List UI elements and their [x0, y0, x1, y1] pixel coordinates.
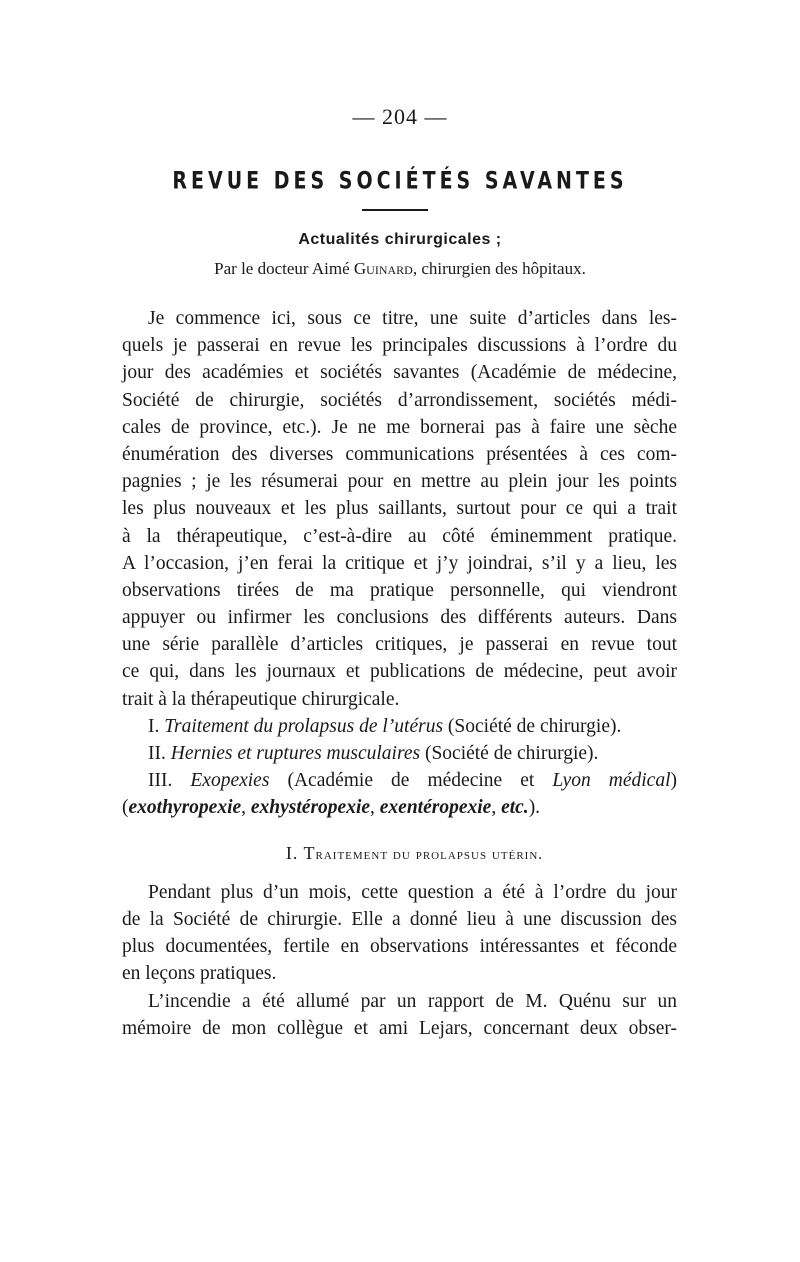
body-line: Pendant plus d’un mois, cette question a été à l’ordre du jour	[148, 881, 677, 903]
subheading	[122, 840, 677, 867]
list-item-3	[122, 767, 677, 794]
body-line: plus documentées, fertile en observations intéressantes et féconde	[122, 936, 677, 958]
subitem-etc: etc.	[501, 797, 529, 819]
body-line: ce qui, dans les journaux et publications de médecine, peut avoir	[122, 661, 677, 683]
list-item-number: II.	[148, 743, 171, 764]
body-line: trait à la thérapeutique chirurgicale.	[122, 688, 400, 710]
page-number: — 204 —	[352, 104, 448, 129]
body-line: A l’occasion, j’en ferai la critique et j’y joindrai, s’il y a lieu, les	[122, 552, 677, 574]
paren-open: (	[122, 797, 129, 819]
list-item-source-close: )	[670, 770, 677, 792]
article-body	[122, 305, 677, 1042]
body-line: jour des académies et sociétés savantes (Académie de médecine,	[122, 362, 677, 384]
list-item-title: Hernies et ruptures musculaires	[170, 743, 421, 764]
list-item-source-journal: Lyon médical	[552, 770, 671, 792]
list-item-number: I.	[148, 715, 165, 737]
byline-prefix: Par le docteur Aimé	[214, 259, 354, 278]
list-item-2	[122, 740, 677, 767]
section-title: REVUE DES SOCIÉTÉS SAVANTES	[172, 167, 628, 195]
article-title: Actualités chirurgicales ;	[298, 231, 502, 248]
body-line: appuyer ou infirmer les conclusions des différents auteurs. Dans	[122, 607, 677, 629]
body-line: Je commence ici, sous ce titre, une suite d’articles dans les-	[148, 308, 677, 329]
byline	[0, 259, 800, 279]
list-item-number: III.	[148, 770, 191, 792]
body-line: énumération des diverses communications présentées à ces com-	[122, 443, 677, 465]
body-line: pagnies ; je les résumerai pour en mettre au plein jour les points	[122, 471, 677, 493]
subheading-text: raitement du prolapsus utérin.	[315, 845, 544, 863]
body-line: à la thérapeutique, c’est-à-dire au côté éminemment pratique.	[122, 525, 677, 547]
body-line: cales de province, etc.). Je ne me bornerai pas à faire une sèche	[122, 416, 677, 438]
body-line: L’incendie a été allumé par un rapport de M. Quénu sur un	[148, 990, 677, 1012]
separator: ,	[241, 797, 251, 819]
list-item-title: Traitement du prolapsus de l’utérus	[164, 715, 444, 737]
body-line: en leçons pratiques.	[122, 963, 277, 985]
byline-author: Guinard	[353, 259, 413, 278]
separator: ,	[491, 797, 502, 819]
body-line: Société de chirurgie, sociétés d’arrondissement, sociétés médi-	[122, 389, 677, 411]
separator: ,	[370, 797, 380, 819]
list-item-source: (Académie de médecine et	[269, 770, 553, 792]
subitem-exenteropexie: exentéropexie	[379, 797, 492, 819]
subheading-initial: T	[303, 842, 316, 863]
title-rule	[362, 209, 428, 211]
byline-suffix: , chirurgien des hôpitaux.	[412, 259, 586, 278]
list-item-title: Exopexies	[190, 770, 270, 792]
body-line: une série parallèle d’articles critiques, je passerai en revue tout	[122, 634, 677, 656]
subheading-number: I.	[285, 842, 304, 863]
paren-close: ).	[528, 797, 541, 819]
subitem-exhysteropexie: exhystéropexie	[250, 797, 371, 819]
list-item-source: (Société de chirurgie).	[420, 743, 599, 764]
list-item-1	[122, 713, 677, 740]
body-line: quels je passerai en revue les principales discussions à l’ordre du	[122, 335, 677, 357]
body-line: les plus nouveaux et les plus saillants, surtout pour ce qui a trait	[122, 498, 677, 520]
body-line: observations tirées de ma pratique personnelle, qui viendront	[122, 579, 677, 601]
list-item-source: (Société de chirurgie).	[443, 715, 622, 737]
subitem-exothyropexie: exothyropexie	[128, 797, 242, 819]
body-line: de la Société de chirurgie. Elle a donné lieu à une discussion des	[122, 908, 677, 930]
list-item-3-subitems	[122, 794, 677, 821]
body-line: mémoire de mon collègue et ami Lejars, concernant deux obser-	[122, 1017, 677, 1039]
